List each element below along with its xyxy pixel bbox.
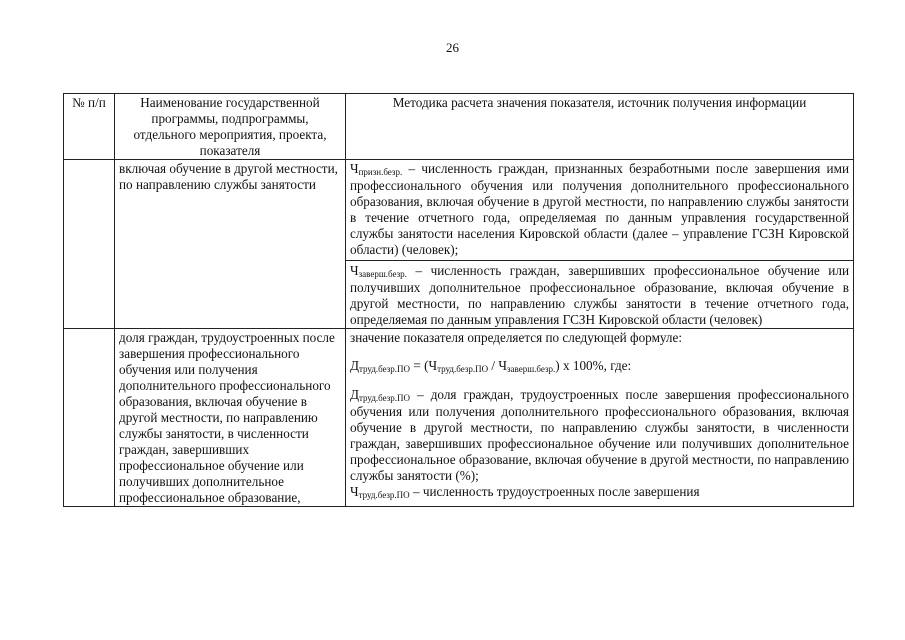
row-number-cell — [64, 329, 115, 507]
row-number-cell — [64, 160, 115, 329]
formula-part: / Ч — [488, 358, 507, 373]
method-cell — [346, 160, 854, 329]
symbol-subscript: призн.безр. — [358, 167, 403, 177]
symbol: Д — [350, 387, 359, 402]
header-name: Наименование государственной программы, подпрограммы, отдельного мероприятия, проекта, показателя — [115, 94, 346, 160]
table-row — [64, 160, 854, 329]
indicator-name: доля граждан, трудоустроенных после завершения профессионального обучения или получения дополнительного профессионального образования, включая обучение в другой местности, по направлению службы занятости, в численности граждан, завершивших профессиональное обучение или получивших дополнительное профессиональное образование, — [115, 329, 346, 507]
symbol-subscript: труд.безр.ПО — [359, 364, 411, 374]
method-cell — [346, 329, 854, 507]
header-number: № п/п — [64, 94, 115, 160]
table-row — [64, 329, 854, 507]
formula-part: ) х 100%, где: — [555, 358, 632, 373]
definition-paragraph — [350, 484, 849, 501]
definition-text: – численность трудоустроенных после завершения — [409, 484, 700, 499]
page-number: 26 — [446, 40, 459, 55]
definition-text: – численность граждан, завершивших профессиональное обучение или получивших дополнительное профессиональное образование, включая обучение в другой местности, по направлению службы занятости в течение отчетного года, определяемая по данным управления ГСЗН Кировской области (человек) — [350, 263, 849, 327]
indicator-name: включая обучение в другой местности, по направлению службы занятости — [115, 160, 346, 329]
symbol: Ч — [350, 263, 359, 278]
definition-paragraph — [350, 161, 849, 258]
formula-part: = (Ч — [410, 358, 438, 373]
symbol-subscript: заверш.безр. — [506, 364, 556, 374]
indicator-table — [63, 93, 854, 507]
definition-text: – доля граждан, трудоустроенных после завершения профессионального обучения или получения дополнительного профессионального образования, включая обучение в другой местности, по направлению службы занятости, в численности граждан, завершивших профессиональное обучение или получивших дополнительное профессиональное образование, включая обучение в другой местности, по направлению службы занятости (%); — [350, 387, 849, 483]
definition-paragraph — [346, 260, 853, 328]
symbol-subscript: труд.безр.ПО — [358, 490, 410, 500]
symbol: Ч — [350, 161, 359, 176]
symbol: Ч — [350, 484, 359, 499]
symbol-subscript: труд.безр.ПО — [359, 393, 411, 403]
definition-text: – численность граждан, признанных безработными после завершения ими профессионального обучения или получения дополнительного профессионального образования, включая обучение в другой местности, по направлению службы занятости в течение отчетного года, определяемая по данным управления государственной службы занятости населения Кировской области (далее – управление ГСЗН Кировской области) (человек); — [350, 161, 849, 257]
table-header-row — [64, 94, 854, 160]
symbol-subscript: труд.безр.ПО — [437, 364, 489, 374]
definition-paragraph — [350, 387, 849, 484]
formula — [350, 358, 849, 375]
symbol-subscript: заверш.безр. — [358, 269, 407, 279]
formula-intro: значение показателя определяется по следующей формуле: — [350, 330, 683, 345]
header-method: Методика расчета значения показателя, источник получения информации — [346, 94, 854, 160]
symbol: Д — [350, 358, 359, 373]
